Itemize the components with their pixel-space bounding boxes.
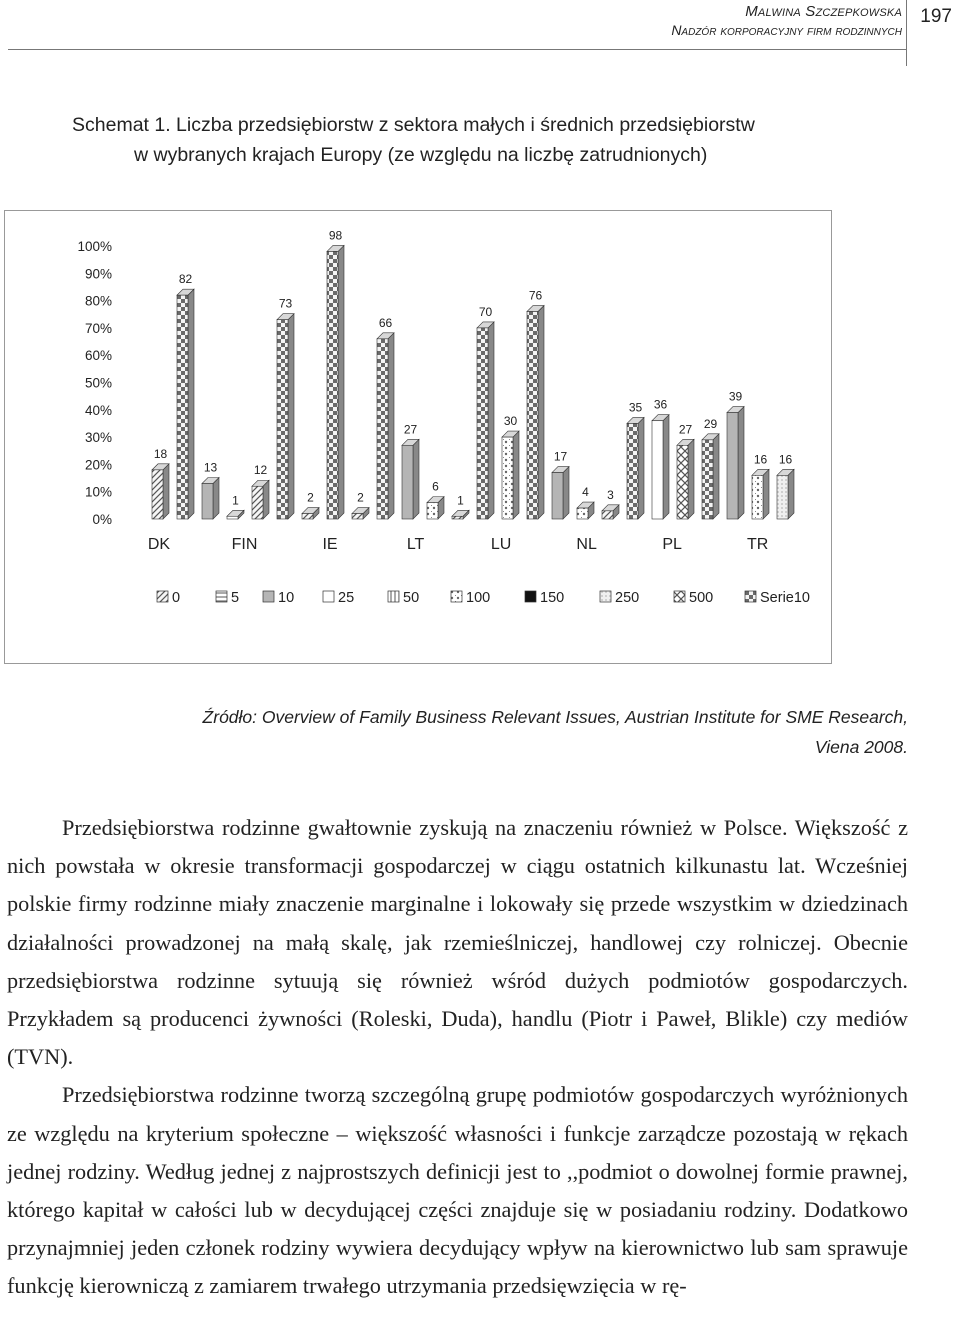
category-label: TR [747, 536, 769, 553]
bar-value-label: 29 [703, 416, 718, 431]
header-divider-horizontal [8, 49, 906, 50]
bar [227, 510, 244, 519]
legend-swatch [451, 591, 462, 602]
running-header-title: Nadzór korporacyjny firm rodzinnych [671, 22, 902, 38]
bar-value-label: 39 [728, 389, 743, 404]
y-tick-label: 50% [84, 375, 112, 391]
bar-value-label: 98 [328, 228, 343, 243]
bar-value-label: 2 [357, 490, 364, 505]
legend-swatch [263, 591, 274, 602]
bar [527, 306, 544, 519]
bar-value-label: 36 [653, 397, 668, 412]
bar [352, 508, 369, 519]
caption-line-2: w wybranych krajach Europy (ze względu na liczbę zatrudnionych) [134, 144, 708, 166]
legend [157, 590, 810, 606]
bar [702, 434, 719, 519]
bar [777, 469, 794, 519]
body-text [7, 809, 908, 1306]
bar [477, 322, 494, 519]
y-tick-label: 20% [84, 457, 112, 473]
bar-value-label: 12 [253, 463, 268, 478]
bar [252, 480, 269, 519]
source-line-1: Źródło: Overview of Family Business Relevant Issues, Austrian Institute for SME Research, [202, 707, 908, 727]
running-header-author: Malwina Szczepkowska [745, 3, 902, 20]
category-label: LU [490, 536, 512, 553]
bar [302, 508, 319, 519]
legend-swatch [600, 591, 611, 602]
bar [177, 289, 194, 519]
legend-label: Serie10 [760, 590, 810, 606]
legend-item [451, 590, 490, 606]
bar [152, 464, 169, 519]
bar-value-label: 1 [457, 493, 464, 508]
figure-source [40, 702, 908, 762]
legend-item [388, 590, 419, 606]
bar [277, 314, 294, 519]
y-tick-label: 10% [84, 484, 112, 500]
bar-value-label: 6 [432, 479, 439, 494]
bar-value-label: 16 [753, 452, 768, 467]
legend-item [157, 590, 180, 606]
legend-item [745, 590, 810, 606]
category-label: IE [322, 536, 338, 553]
legend-item [216, 590, 239, 606]
page-number: 197 [920, 6, 952, 27]
legend-label: 100 [466, 590, 491, 606]
legend-item [674, 590, 713, 606]
legend-label: 0 [172, 590, 181, 606]
bars [152, 228, 794, 519]
bar [627, 417, 644, 519]
bar-value-label: 1 [232, 493, 239, 508]
category-label: PL [662, 536, 682, 553]
legend-label: 500 [689, 590, 714, 606]
bar [327, 245, 344, 519]
legend-item [323, 590, 354, 606]
paragraph-2: Przedsiębiorstwa rodzinne tworzą szczególną grupę podmiotów gospodarczych wyróżnionych ze względu na kryterium społeczne – większość własności i funkcje zarządcze pozostają w rękach jednej rodziny. Według jednej z najprostszych definicji jest to ,,podmiot o dowolnej formie prawnej, którego kapitał w całości lub w decydującej części znajduje się w posiadaniu rodziny. Dodatkowo przynajmniej jeden członek rodziny wywiera decydujący wpływ na kierownictwo lub sam sprawuje funkcję kierowniczą z zamiarem trwałego utrzymania przedsięwzięcia w rę- [7, 1082, 908, 1299]
bar [727, 407, 744, 519]
category-label: NL [576, 536, 597, 553]
bar-value-label: 16 [778, 452, 793, 467]
y-tick-label: 70% [84, 320, 112, 336]
bar-chart [5, 211, 831, 663]
legend-swatch [745, 591, 756, 602]
y-tick-label: 90% [84, 266, 112, 282]
bar-value-label: 2 [307, 490, 314, 505]
y-tick-label: 60% [84, 348, 112, 364]
legend-label: 5 [231, 590, 240, 606]
bar [677, 439, 694, 519]
bar-value-label: 27 [403, 422, 418, 437]
bar [602, 505, 619, 519]
bar-value-label: 27 [678, 422, 693, 437]
category-label: DK [147, 536, 171, 553]
source-line-2: Viena 2008. [814, 737, 908, 757]
bar-value-label: 18 [153, 446, 168, 461]
legend-swatch [388, 591, 399, 602]
bar [427, 497, 444, 519]
y-axis [77, 239, 112, 527]
legend-label: 10 [278, 590, 295, 606]
bar [377, 333, 394, 519]
y-tick-label: 0% [92, 512, 112, 527]
bar-value-label: 13 [203, 460, 218, 475]
paragraph-1: Przedsiębiorstwa rodzinne gwałtownie zyskują na znaczeniu również w Polsce. Większość z nich powstała w okresie transformacji gospodarczej w ciągu ostatnich kilkunastu lat. Wcześniej polskie firmy rodzinne miały znaczenie marginalne i lokowały się przede wszystkim w dziedzinach działalności prowadzonej na małą skalę, jak rzemieślniczej, handlowej czy rolniczej. Obecnie przedsiębiorstwa rodzinne sytuują się również wśród dużych podmiotów gospodarczych. Przykładem są producenci żywności (Roleski, Duda), handlu (Piotr i Paweł, Blikle) czy mediów (TVN). [7, 815, 908, 1070]
category-axis [148, 536, 768, 553]
legend-item [263, 590, 294, 606]
legend-label: 250 [615, 590, 640, 606]
bar [577, 502, 594, 519]
bar-value-label: 30 [503, 414, 518, 429]
y-tick-label: 100% [77, 239, 112, 254]
legend-swatch [216, 591, 227, 602]
header-divider-vertical [906, 0, 907, 66]
bar-value-label: 66 [378, 315, 393, 330]
caption-line-1: Schemat 1. Liczba przedsiębiorstw z sektora małych i średnich przedsiębiorstw [72, 114, 755, 136]
category-label: LT [406, 536, 425, 553]
y-tick-label: 30% [84, 430, 112, 446]
bar [202, 478, 219, 519]
bar [552, 467, 569, 519]
figure-caption [72, 110, 892, 170]
bar-value-label: 35 [628, 400, 643, 415]
bar [752, 469, 769, 519]
legend-item [525, 590, 564, 606]
legend-swatch [157, 591, 168, 602]
legend-swatch [674, 591, 685, 602]
bar-value-label: 17 [553, 449, 568, 464]
chart-frame [4, 210, 832, 664]
legend-label: 150 [540, 590, 565, 606]
legend-label: 50 [403, 590, 420, 606]
y-tick-label: 80% [84, 293, 112, 309]
bar [502, 431, 519, 519]
bar-value-label: 76 [528, 288, 543, 303]
bar [652, 415, 669, 519]
legend-swatch [525, 591, 536, 602]
category-label: FIN [231, 536, 258, 553]
bar [402, 439, 419, 519]
legend-item [600, 590, 639, 606]
legend-label: 25 [338, 590, 355, 606]
bar-value-label: 70 [478, 304, 493, 319]
bar-value-label: 82 [178, 272, 193, 287]
bar [452, 510, 469, 519]
legend-swatch [323, 591, 334, 602]
bar-value-label: 73 [278, 296, 293, 311]
bar-value-label: 4 [582, 485, 589, 500]
y-tick-label: 40% [84, 402, 112, 418]
bar-value-label: 3 [607, 487, 614, 502]
